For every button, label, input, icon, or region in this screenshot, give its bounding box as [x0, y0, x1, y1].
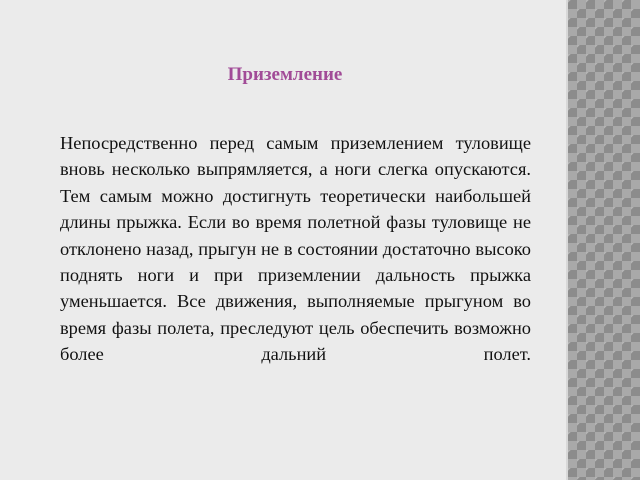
slide-title: Приземление: [227, 64, 343, 85]
slide-body-text: Непосредственно перед самым приземлением туловище вновь несколько выпрямляется, а ноги слегка опускаются. Тем самым можно достигнуть теоретически наибольшей длины прыжка. Если во время полетной фазы туловище не отклонено назад, прыгун не в состоянии достаточно высоко поднять ноги и при приземлении дальность прыжка уменьшается. Все движения, выполняемые прыгуном во время фазы полета, преследуют цель обеспечить возможно более дальний полет.: [60, 133, 531, 365]
decorative-pattern-strip: [568, 0, 640, 480]
